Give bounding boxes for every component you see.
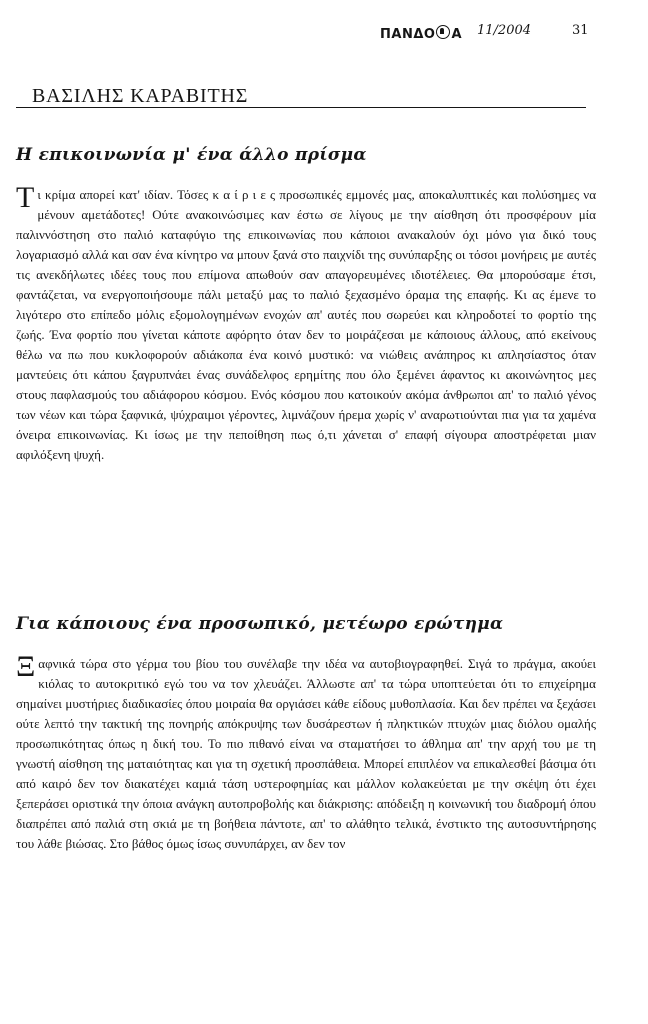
magazine-name: ΠΑΝΔΟ Α xyxy=(380,27,462,42)
section-body xyxy=(16,650,596,854)
section-question xyxy=(16,614,596,854)
page-number: 31 xyxy=(572,23,589,38)
pandora-box-icon xyxy=(436,25,450,39)
body-text: ι κρίμα απορεί κατ' ιδίαν. Τόσες κ α ί ρ ι ε ς προσωπικές εμμονές μας, αποκαλυπτικές και πολύσημες να μένουν αμετάδοτες! Ούτε ανακοινώσιμες καν έστω σε λίγους με την αίσθηση ότι προσφέρουν μία παλιννόστηση στο παλιό καταφύγιο της επικοινωνίας που κάποιοι ανακαλούν όχι μόνο για δικό τους λογαριασμό αλλά και σαν ένα κίνητρο να μπουν ξανά στο παιχνίδι της συνύπαρξης οι τόσοι μονήρεις με αυτές τις ανεκδήλωτες ιδέες τους που επίμονα απωθούν σαν απαγορευμένες ιδιοτέλειες. Θα μπορούσαμε έτσι, φαντάζεται, να ενεργοποιήσουμε πάλι μεταξύ μας το παλιό ξεχασμένο όραμα της επαφής. Κι ας έμενε το λιγότερο στο επίπεδο μόλις εξομολογημένων ενοχών απ' αυτές που σωρεύει και κληροδοτεί το φορτίο της ζωής. Ένα φορτίο που γίνεται κάποτε αφόρητο όταν δεν το μοιράζεσαι με κάποιους άλλους, από εκείνους θέλω να πω που κυκλοφορούν αδιάκοπα ένα κοινό μυστικό: να νιώθεις ανάπηρος κι απλησίαστος όταν μαντεύεις ότι κάπου ξαγρυπνάει ένας συνάδελφος ερημίτης που όλο ξεμένει άφαντος κι ακοινώνητος μες στους παφλασμούς του αδιάφορου κόσμου. Ενός κόσμου που κατοικούν ακόμα άνθρωποι απ' το παλιό γένος των νέων και τώρα ξαφνικά, ψύχραιμοι γέροντες, λιμνάζουν ήρεμα χωρίς ν' αναρωτιούνται πια για τα χαμένα όνειρα επικοινωνίας. Κι ίσως με την πεποίθηση πως ό,τι χάνεται σ' επαφή σίγουρα αποστρέφεται μιαν αφιλόξενη ψυχή. xyxy=(16,187,596,462)
section-title: Για κάποιους ένα προσωπικό, μετέωρο ερώτημα xyxy=(16,614,504,634)
drop-cap: Ξ xyxy=(16,650,36,683)
section-title: Η επικοινωνία μ' ένα άλλο πρίσμα xyxy=(16,145,367,165)
body-text: αφνικά τώρα στο γέρμα του βίου του συνέλαβε την ιδέα να αυτοβιογραφηθεί. Σιγά το πράγμα, ακούει κιόλας το αυτοκριτικό εγώ του να τον χλευάζει. Άλλωστε απ' τα τώρα υποπτεύεται ότι το επιχείρημα σημαίνει μυστήριες διαδικασίες όπου μοιραία θα οργιάσει κάθε είδους μυθοπλασία. Και δεν πρέπει να ξεχάσει ούτε λεπτό την τακτική της πονηρής απόκρυψης των δυσάρεστων ή πληκτικών πτυχών μιας διόλου ομαλής προσωπικότητας όπως η δική του. Το πιο πιθανό είναι να σταματήσει το άθλημα απ' την αρχή του με τη γνωστή αίσθηση της ματαιότητας και για τη σχετική προσπάθεια. Μπορεί επιπλέον να επικαλεσθεί βάσιμα ότι από καιρό δεν τον διακατέχει καμιά τάση υστεροφημίας και μάλλον κολακεύεται με την σκέψη ότι έχει ξεπεράσει οριστικά την όποια ανάγκη αυτοπροβολής και διάκρισης: απόδειξη η κοινωνική του διαδρομή όπου διαπρέπει από παλιά στη σκιά με τη βοήθεια πάντοτε, απ' το αλάθητο τελικά, ένστικτο της αυτοσυντήρησης του λάθε βιώσας. Στο βάθος όμως ίσως συνυπάρχει, αν δεν τον xyxy=(16,656,596,851)
section-body xyxy=(16,181,596,465)
author-rule xyxy=(16,107,586,108)
author-name: ΒΑΣΙΛΗΣ ΚΑΡΑΒΙΤΗΣ xyxy=(32,85,249,107)
running-header xyxy=(380,24,600,44)
issue-number: 11/2004 xyxy=(477,23,532,38)
drop-cap: Τ xyxy=(16,181,35,214)
section-communication xyxy=(16,145,596,465)
